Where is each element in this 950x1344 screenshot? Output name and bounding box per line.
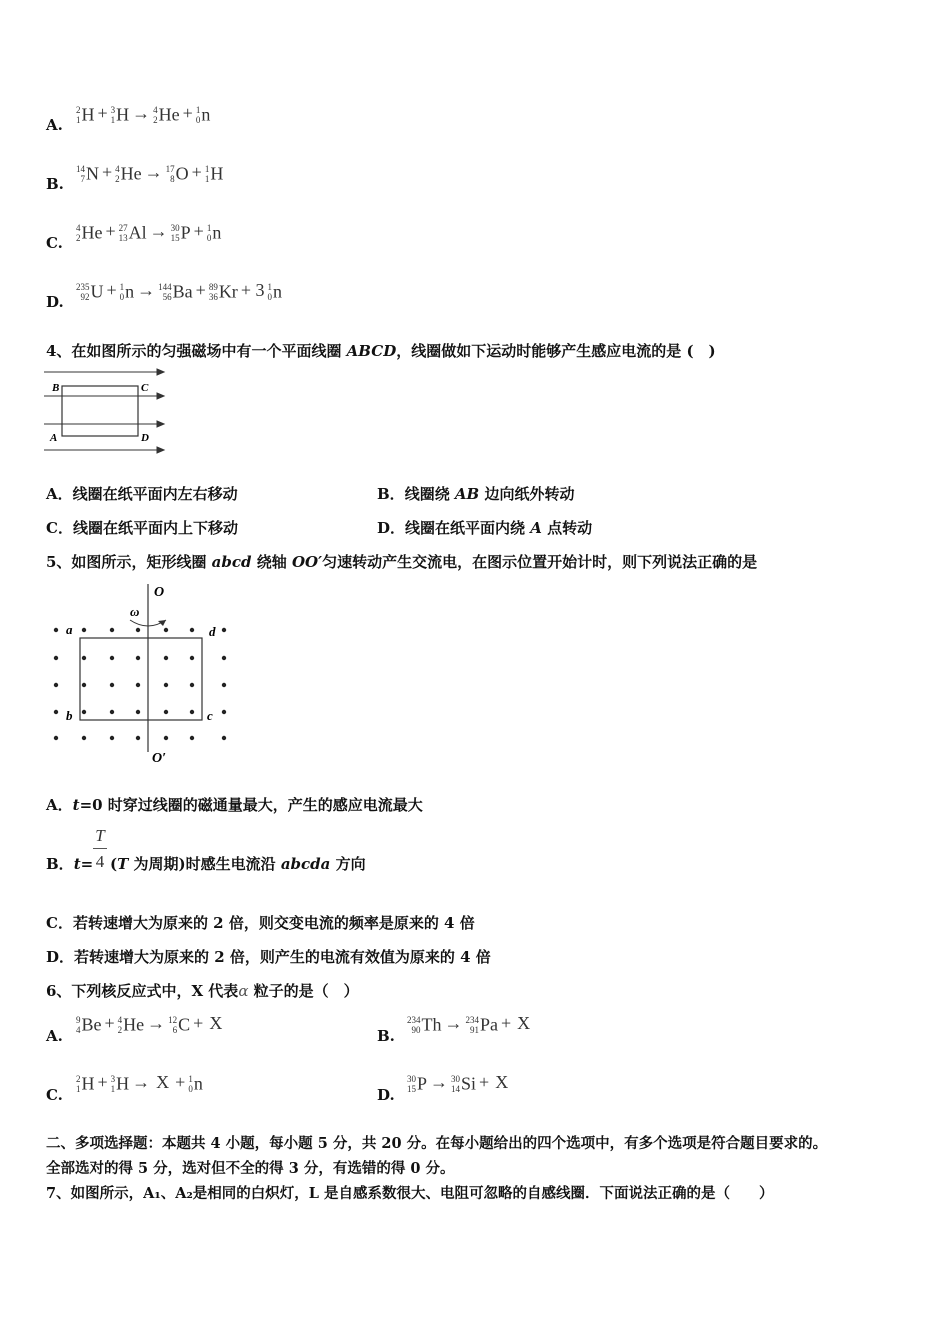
q4-option-c: C．线圈在纸平面内上下移动	[46, 519, 238, 537]
unknown-particle-x: X	[517, 1013, 531, 1033]
q3-option-d-equation	[76, 280, 282, 302]
fig5-label-b: b	[66, 708, 73, 723]
fig4-label-b: B	[52, 382, 60, 394]
nuclide: 4 2 He	[117, 1014, 145, 1035]
plus-sign: +	[105, 221, 116, 241]
plus-sign: +	[193, 1013, 204, 1033]
field-dot	[54, 656, 58, 660]
rotation-arrowhead	[158, 620, 166, 626]
nuclide: 14 7 N	[76, 163, 99, 184]
plus-sign: +	[97, 103, 108, 123]
q4-stem-var: ABCD	[346, 342, 397, 360]
fig5-label-c: c	[207, 708, 213, 723]
q4-figure	[44, 366, 168, 458]
field-dot	[190, 736, 194, 740]
nuclide: 235 92 U	[76, 281, 104, 302]
field-arrow-4	[157, 447, 164, 453]
q6-stem: 6、下列核反应式中，X 代表α 粒子的是（ ）	[46, 982, 359, 1000]
fig5-label-d: d	[209, 624, 216, 639]
field-dot	[82, 710, 86, 714]
field-dot	[82, 628, 86, 632]
nuclide: 27 13 Al	[118, 222, 147, 243]
field-dot	[54, 628, 58, 632]
plus-sign: +	[106, 280, 117, 300]
plus-sign: +	[97, 1072, 108, 1092]
unknown-particle-x: X	[209, 1013, 223, 1033]
plus-sign: +	[175, 1072, 186, 1092]
field-dot	[54, 736, 58, 740]
plus-sign: +	[193, 221, 204, 241]
nuclide: 4 2 He	[153, 104, 180, 125]
field-dot	[136, 736, 140, 740]
q6-option-d-equation	[407, 1072, 511, 1094]
field-dot	[110, 710, 114, 714]
q6-option-a-label: A.	[46, 1027, 63, 1045]
reaction-arrow: →	[132, 103, 151, 123]
field-dot	[222, 628, 226, 632]
field-dot	[164, 710, 168, 714]
q6-option-b-label: B.	[377, 1027, 395, 1045]
nuclide: 1 0 n	[119, 281, 135, 302]
reaction-arrow: →	[430, 1072, 449, 1092]
nuclide: 144 56 Ba	[158, 281, 193, 302]
plus-sign: +	[104, 1013, 115, 1033]
unknown-particle-x: X	[156, 1072, 170, 1092]
field-dot	[164, 736, 168, 740]
plus-sign: +	[191, 162, 202, 182]
field-dot	[222, 710, 226, 714]
reaction-arrow: →	[144, 162, 163, 182]
field-dot	[222, 736, 226, 740]
fig5-label-a: a	[66, 622, 73, 637]
q5-option-c: C．若转速增大为原来的 2 倍，则交变电流的频率是原来的 4 倍	[46, 914, 475, 932]
q3-option-c-label: C.	[46, 234, 63, 252]
q6-option-b-equation	[407, 1013, 533, 1035]
fig4-label-c: C	[141, 382, 149, 394]
field-dot	[110, 683, 114, 687]
plus-sign: +	[195, 280, 206, 300]
plus-sign: +	[182, 103, 193, 123]
reaction-arrow: →	[149, 221, 168, 241]
field-dot	[190, 656, 194, 660]
q6-option-c-label: C.	[46, 1086, 63, 1104]
q6-option-a-equation	[76, 1013, 225, 1035]
nuclide: 4 2 He	[76, 222, 103, 243]
field-dot	[136, 656, 140, 660]
fraction-denominator: 4	[95, 852, 105, 871]
field-arrow-2	[157, 393, 164, 399]
field-dot	[110, 656, 114, 660]
unknown-particle-x: X	[495, 1072, 509, 1092]
q3-option-b-label: B.	[46, 175, 64, 193]
field-dot	[222, 683, 226, 687]
field-dot	[222, 656, 226, 660]
nuclide: 1 0 n	[195, 104, 211, 125]
field-dot	[164, 683, 168, 687]
field-dot	[110, 736, 114, 740]
field-dot	[54, 710, 58, 714]
nuclide: 30 15 P	[170, 222, 191, 243]
field-dot	[54, 683, 58, 687]
q6-option-d-label: D.	[377, 1086, 395, 1104]
nuclide: 1 0 n	[206, 222, 222, 243]
reaction-arrow: →	[132, 1072, 151, 1092]
field-dot	[164, 628, 168, 632]
fraction-numerator: T	[95, 826, 105, 845]
nuclide: 234 91 Pa	[465, 1014, 498, 1035]
field-dot	[190, 710, 194, 714]
q5-option-b-tail: (T 为周期)时感生电流沿 abcda 方向	[110, 855, 366, 873]
equation-text: + 3	[240, 280, 265, 300]
q5-option-b-head: B．t=	[46, 855, 94, 873]
nuclide: 3 1 H	[110, 104, 130, 125]
nuclide: 12 6 C	[168, 1014, 191, 1035]
nuclide: 89 36 Kr	[208, 281, 238, 302]
nuclide: 1 1 H	[204, 163, 224, 184]
field-dot	[190, 683, 194, 687]
q4-stem-prefix: 4、在如图所示的匀强磁场中有一个平面线圈	[46, 342, 347, 360]
q5-figure	[44, 580, 244, 770]
q5-stem: 5、如图所示，矩形线圈 abcd 绕轴 OO′匀速转动产生交流电，在图示位置开始计时，则下列说法正确的是	[46, 553, 758, 571]
reaction-arrow: →	[137, 280, 156, 300]
coil-abcd	[62, 386, 138, 436]
nuclide: 30 14 Si	[451, 1073, 477, 1094]
nuclide: 234 90 Th	[407, 1014, 442, 1035]
nuclide: 3 1 H	[110, 1073, 130, 1094]
q3-option-b-equation	[76, 162, 223, 184]
nuclide: 2 1 H	[76, 104, 95, 125]
q4-stem-suffix: ，线圈做如下运动时能够产生感应电流的是 ( )	[396, 342, 716, 360]
plus-sign: +	[479, 1072, 490, 1092]
nuclide: 30 15 P	[407, 1073, 428, 1094]
fig4-label-a: A	[50, 432, 58, 444]
field-arrow-3	[157, 421, 164, 427]
reaction-arrow: →	[444, 1013, 463, 1033]
plus-sign: +	[102, 162, 113, 182]
q3-option-d-label: D.	[46, 293, 64, 311]
fig5-label-o-prime: O′	[152, 751, 167, 766]
nuclide: 1 0 n	[188, 1073, 203, 1094]
q4-stem	[46, 340, 716, 361]
nuclide: 9 4 Be	[76, 1014, 102, 1035]
field-arrow-1	[157, 369, 164, 375]
field-dot	[136, 683, 140, 687]
nuclide: 4 2 He	[115, 163, 142, 184]
coil-rect	[80, 638, 202, 720]
q4-option-d: D．线圈在纸平面内绕 A 点转动	[377, 519, 593, 537]
plus-sign: +	[501, 1013, 512, 1033]
fig5-label-o: O	[154, 585, 165, 600]
nuclide: 1 0 n	[267, 281, 282, 302]
q3-option-a-label: A.	[46, 116, 63, 134]
q3-option-a-equation	[76, 103, 210, 125]
q5-option-d: D．若转速增大为原来的 2 倍，则产生的电流有效值为原来的 4 倍	[46, 948, 491, 966]
section2-line1: 二、多项选择题：本题共 4 小题，每小题 5 分，共 20 分。在每小题给出的四个选项中，有多个选项是符合题目要求的。	[46, 1135, 828, 1152]
field-dot	[82, 683, 86, 687]
fig4-label-d: D	[141, 432, 149, 444]
q4-option-a: A．线圈在纸平面内左右移动	[46, 485, 238, 503]
field-dot	[164, 656, 168, 660]
nuclide: 2 1 H	[76, 1073, 95, 1094]
q7-stem: 7、如图所示，A₁、A₂是相同的白炽灯，L 是自感系数很大、电阻可忽略的自感线圈．下面说法正确的是（ ）	[46, 1185, 774, 1202]
field-dot	[190, 628, 194, 632]
field-dot	[110, 628, 114, 632]
field-dot	[136, 710, 140, 714]
q3-option-c-equation	[76, 221, 221, 243]
q4-option-b: B．线圈绕 AB 边向纸外转动	[377, 485, 575, 503]
section2-line2: 全部选对的得 5 分，选对但不全的得 3 分，有选错的得 0 分。	[46, 1160, 455, 1177]
field-dot	[136, 628, 140, 632]
fraction-bar	[93, 848, 107, 849]
reaction-arrow: →	[147, 1013, 166, 1033]
q5-option-a: A．t=0 时穿过线圈的磁通量最大，产生的感应电流最大	[46, 796, 423, 814]
q6-option-c-equation	[76, 1072, 203, 1094]
fig5-label-omega: ω	[130, 604, 140, 619]
field-dot	[82, 736, 86, 740]
field-dot	[82, 656, 86, 660]
nuclide: 17 8 O	[165, 163, 189, 184]
